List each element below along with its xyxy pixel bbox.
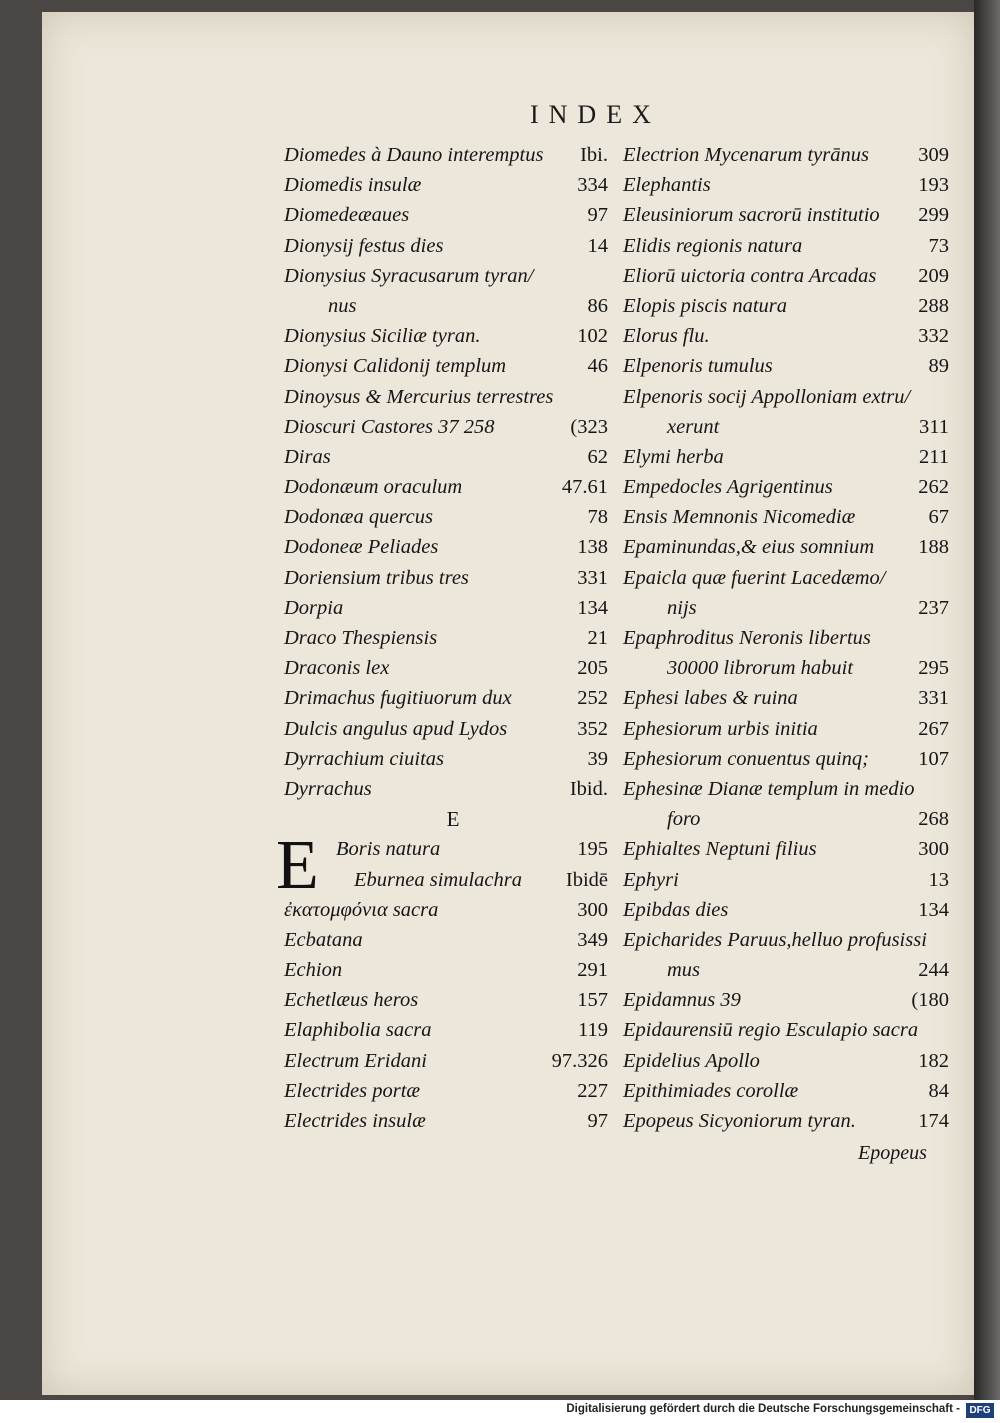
page-number: 13 xyxy=(928,868,949,891)
index-term: Ephesinæ Dianæ templum in medio xyxy=(623,777,915,800)
index-term: Epopeus Sicyoniorum tyran. xyxy=(623,1110,856,1132)
index-entry xyxy=(284,985,608,1015)
page-number: 89 xyxy=(928,355,949,378)
index-entry xyxy=(623,925,949,955)
index-entry xyxy=(623,744,949,774)
footer-credit: Digitalisierung gefördert durch die Deutsche Forschungsgemeinschaft - xyxy=(566,1403,960,1415)
index-entry xyxy=(623,834,949,864)
index-entry xyxy=(623,1076,949,1106)
index-term: Electrion Mycenarum tyrānus xyxy=(623,144,869,166)
index-entry xyxy=(623,563,949,593)
page-edge-shadow xyxy=(974,0,1000,1400)
page-number: (323 xyxy=(570,415,608,438)
page-number: 227 xyxy=(577,1079,608,1102)
index-entry xyxy=(623,804,949,834)
page-number: 291 xyxy=(577,959,608,982)
index-entry xyxy=(284,1046,608,1076)
index-entry xyxy=(623,261,949,291)
index-entry xyxy=(284,774,608,804)
dfg-logo: DFG xyxy=(966,1403,994,1418)
page-number: 97 xyxy=(587,204,608,227)
footer-bar xyxy=(0,1400,1000,1423)
index-entry xyxy=(284,744,608,774)
index-entry xyxy=(623,895,949,925)
index-term: Dulcis angulus apud Lydos xyxy=(284,717,508,740)
index-entry xyxy=(623,231,949,261)
page-number: 193 xyxy=(918,174,949,197)
index-entry xyxy=(623,472,949,502)
index-term: Eliorū uictoria contra Arcadas xyxy=(623,264,877,287)
index-entry xyxy=(623,714,949,744)
index-term: Elopis piscis natura xyxy=(623,294,788,317)
index-entry xyxy=(284,653,608,683)
page-number: 102 xyxy=(577,325,608,348)
index-term: Dodonæa quercus xyxy=(284,506,433,529)
page-number: 182 xyxy=(918,1049,949,1072)
page-number: 211 xyxy=(919,445,949,468)
drop-cap: E xyxy=(276,827,319,905)
page-number: 86 xyxy=(587,294,608,317)
page-number: 78 xyxy=(587,506,608,529)
index-term: Dionysi Calidonij templum xyxy=(284,355,507,378)
page-number: 97 xyxy=(587,1110,608,1132)
index-entry xyxy=(284,865,608,895)
index-term: Epidelius Apollo xyxy=(623,1049,760,1072)
index-term: Dodonæum oraculum xyxy=(284,476,463,499)
page-number: 138 xyxy=(577,536,608,559)
index-term: Elpenoris tumulus xyxy=(623,355,773,378)
index-term: mus xyxy=(667,959,701,982)
index-term: nijs xyxy=(667,596,697,619)
page-number: 349 xyxy=(577,928,608,951)
index-term: Elephantis xyxy=(623,174,711,197)
page-number: 73 xyxy=(928,234,949,257)
page-number: 107 xyxy=(918,747,949,770)
page-number: 134 xyxy=(918,898,949,921)
index-term: Echetlæus heros xyxy=(284,989,419,1012)
index-term: Epaminundas,& eius somnium xyxy=(623,536,875,559)
index-entry xyxy=(284,563,608,593)
page-number: 352 xyxy=(577,717,608,740)
page-number: 21 xyxy=(587,627,608,649)
page-number: 295 xyxy=(918,657,949,680)
index-entry xyxy=(623,412,949,442)
index-entry xyxy=(284,200,608,230)
page-number: 209 xyxy=(918,264,949,287)
index-term: Ephyri xyxy=(623,868,679,891)
index-entry xyxy=(623,683,949,713)
page-number: Ibi. xyxy=(580,144,608,166)
page-number: 268 xyxy=(918,808,949,831)
page-number: 188 xyxy=(918,536,949,559)
index-entry xyxy=(623,321,949,351)
page-number: (180 xyxy=(911,989,949,1012)
index-term: Eleusiniorum sacrorū institutio xyxy=(623,204,880,227)
index-entry xyxy=(623,140,949,170)
index-term: Ephesiorum urbis initia xyxy=(623,717,818,740)
index-term: Dioscuri Castores 37 258 xyxy=(284,415,495,438)
page-number: 134 xyxy=(577,596,608,619)
index-entry xyxy=(284,472,608,502)
page-number: 311 xyxy=(919,415,949,438)
index-term: Epidaurensiū regio Esculapio sacra xyxy=(623,1019,919,1042)
index-entry xyxy=(284,532,608,562)
index-term: Elaphibolia sacra xyxy=(284,1019,432,1042)
index-entry xyxy=(623,351,949,381)
index-entry xyxy=(284,140,608,170)
index-entry xyxy=(623,532,949,562)
index-term: Doriensium tribus tres xyxy=(284,566,469,589)
index-entry xyxy=(623,170,949,200)
index-entry xyxy=(623,623,949,653)
index-term: Boris natura xyxy=(336,838,441,861)
index-term: Dyrrachus xyxy=(284,777,372,800)
index-term: ἐκατομφόνια sacra xyxy=(284,898,439,921)
running-head: INDEX xyxy=(530,100,661,129)
index-entry xyxy=(623,985,949,1015)
index-term: Diomedeæaues xyxy=(284,204,410,227)
index-entry xyxy=(623,291,949,321)
index-term: Elorus flu. xyxy=(623,325,710,348)
index-entry xyxy=(284,593,608,623)
catchword: Epopeus xyxy=(858,1142,927,1164)
index-term: Eburnea simulachra xyxy=(354,868,522,891)
index-term: Ecbatana xyxy=(284,928,363,951)
page-number: 267 xyxy=(918,717,949,740)
index-term: Empedocles Agrigentinus xyxy=(623,476,833,499)
index-entry xyxy=(284,502,608,532)
page-number: 39 xyxy=(587,747,608,770)
index-term: Dodoneæ Peliades xyxy=(284,536,439,559)
index-term: Epaicla quæ fuerint Lacedæmo/ xyxy=(623,566,886,589)
index-entry xyxy=(284,895,608,925)
index-term: Electrides insulæ xyxy=(284,1110,426,1132)
index-entry xyxy=(284,925,608,955)
page-number: 331 xyxy=(918,687,949,710)
index-term: Draco Thespiensis xyxy=(284,627,438,649)
index-entry xyxy=(623,442,949,472)
page-number: 252 xyxy=(577,687,608,710)
index-entry xyxy=(284,351,608,381)
page-number: Ibidē xyxy=(565,868,608,891)
index-term: Ephesi labes & ruina xyxy=(623,687,798,710)
page-number: 332 xyxy=(918,325,949,348)
index-entry xyxy=(623,382,949,412)
index-entry xyxy=(284,170,608,200)
index-entry xyxy=(623,502,949,532)
index-term: 30000 librorum habuit xyxy=(667,657,854,680)
index-entry xyxy=(623,865,949,895)
index-entry xyxy=(623,1106,949,1136)
page-number: 288 xyxy=(918,294,949,317)
index-entry xyxy=(284,1106,608,1136)
index-term: Epaphroditus Neronis libertus xyxy=(623,627,871,649)
page-number: 174 xyxy=(918,1110,949,1132)
index-entry xyxy=(284,955,608,985)
page-number: 119 xyxy=(578,1019,608,1042)
index-entry xyxy=(284,291,608,321)
index-entry xyxy=(284,231,608,261)
page-number: 157 xyxy=(577,989,608,1012)
index-term: Diomedes à Dauno interemptus xyxy=(284,144,544,166)
index-entry xyxy=(623,774,949,804)
page-number: 262 xyxy=(918,476,949,499)
page-number: 205 xyxy=(577,657,608,680)
index-term: Diomedis insulæ xyxy=(284,174,422,197)
index-term: Epibdas dies xyxy=(623,898,729,921)
page-number: 309 xyxy=(918,144,949,166)
page-number: Ibid. xyxy=(569,777,608,800)
page-number: 97.326 xyxy=(551,1049,608,1072)
index-term: Dionysij festus dies xyxy=(284,234,444,257)
page-number: 331 xyxy=(577,566,608,589)
index-entry xyxy=(284,1015,608,1045)
index-entry xyxy=(623,955,949,985)
index-term: Drimachus fugitiuorum dux xyxy=(284,687,512,710)
index-term: Ensis Memnonis Nicomediæ xyxy=(623,506,856,529)
page-number: 67 xyxy=(928,506,949,529)
index-term: xerunt xyxy=(667,415,720,438)
index-entry xyxy=(623,200,949,230)
index-term: Ephesiorum conuentus quinq; xyxy=(623,747,869,770)
index-term: Dorpia xyxy=(284,596,344,619)
index-term: Epidamnus 39 xyxy=(623,989,741,1012)
index-term: Dyrrachium ciuitas xyxy=(284,747,444,770)
index-term: Epicharides Paruus,helluo profusissi xyxy=(623,928,927,951)
index-entry xyxy=(623,1046,949,1076)
index-term: nus xyxy=(328,294,357,317)
index-term: Epithimiades corollæ xyxy=(623,1079,799,1102)
page-number: 300 xyxy=(918,838,949,861)
index-term: Elymi herba xyxy=(623,445,724,468)
index-term: Diras xyxy=(284,445,331,468)
index-entry xyxy=(623,593,949,623)
index-column-left xyxy=(276,140,608,1136)
index-term: Dionysius Syracusarum tyran/ xyxy=(284,264,534,287)
index-entry xyxy=(284,683,608,713)
index-entry xyxy=(284,714,608,744)
index-term: Draconis lex xyxy=(284,657,390,680)
index-entry xyxy=(284,261,608,291)
index-entry xyxy=(623,653,949,683)
index-term: Ephialtes Neptuni filius xyxy=(623,838,817,861)
index-entry xyxy=(284,623,608,653)
index-term: foro xyxy=(667,808,701,831)
page-number: 47.61 xyxy=(561,476,608,499)
page-number: 62 xyxy=(587,445,608,468)
index-entry xyxy=(284,321,608,351)
index-term: Dionysius Siciliæ tyran. xyxy=(284,325,481,348)
index-column-right xyxy=(623,140,949,1136)
index-term: Elpenoris socij Appolloniam extru/ xyxy=(623,385,911,408)
index-entry xyxy=(284,412,608,442)
page-number: 300 xyxy=(577,898,608,921)
index-entry xyxy=(284,1076,608,1106)
index-term: Electrum Eridani xyxy=(284,1049,427,1072)
letter-heading: E xyxy=(446,807,460,832)
index-term: Dinoysus & Mercurius terrestres xyxy=(284,385,554,408)
index-term: Elidis regionis natura xyxy=(623,234,803,257)
index-entry xyxy=(623,1015,949,1045)
page-number: 84 xyxy=(928,1079,949,1102)
index-term: Echion xyxy=(284,959,343,982)
index-term: Electrides portæ xyxy=(284,1079,421,1102)
page-number: 46 xyxy=(587,355,608,378)
index-entry xyxy=(284,442,608,472)
page-number: 195 xyxy=(577,838,608,861)
page-number: 299 xyxy=(918,204,949,227)
page-number: 237 xyxy=(918,596,949,619)
index-entry xyxy=(284,382,608,412)
page-number: 334 xyxy=(577,174,608,197)
page-number: 244 xyxy=(918,959,949,982)
page-number: 14 xyxy=(587,234,608,257)
